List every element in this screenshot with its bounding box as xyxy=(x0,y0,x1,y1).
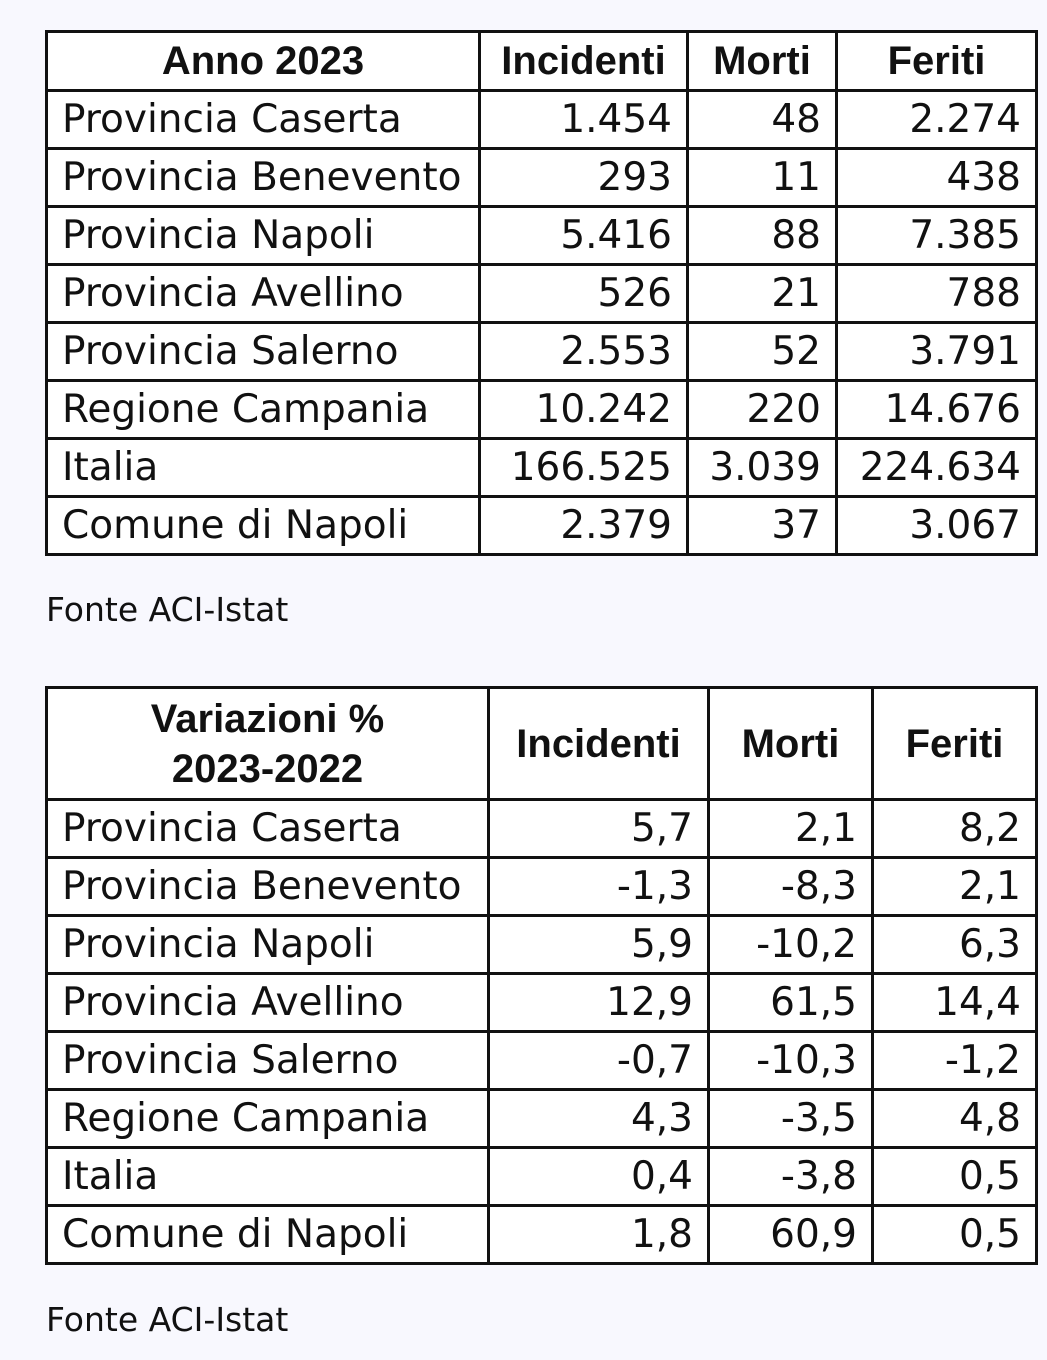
cell-feriti: 3.067 xyxy=(837,497,1037,555)
cell-incidenti: 12,9 xyxy=(489,974,709,1032)
row-label: Provincia Benevento xyxy=(47,149,480,207)
cell-morti: 88 xyxy=(688,207,837,265)
source-note: Fonte ACI-Istat xyxy=(46,1300,289,1339)
row-label: Provincia Avellino xyxy=(47,265,480,323)
table-row xyxy=(47,1032,1037,1090)
row-label: Provincia Caserta xyxy=(47,91,480,149)
table-variation xyxy=(45,686,1038,1265)
row-label: Regione Campania xyxy=(47,1090,489,1148)
cell-feriti: 2,1 xyxy=(873,858,1037,916)
cell-feriti: 0,5 xyxy=(873,1148,1037,1206)
cell-feriti: 3.791 xyxy=(837,323,1037,381)
table-header-row xyxy=(47,688,1037,800)
table-row xyxy=(47,439,1037,497)
cell-incidenti: 1.454 xyxy=(480,91,688,149)
cell-morti: 60,9 xyxy=(709,1206,873,1264)
table-row xyxy=(47,1148,1037,1206)
cell-feriti: 224.634 xyxy=(837,439,1037,497)
row-label: Provincia Napoli xyxy=(47,207,480,265)
header-feriti: Feriti xyxy=(873,688,1037,800)
table-row xyxy=(47,207,1037,265)
cell-feriti: 8,2 xyxy=(873,800,1037,858)
row-label: Provincia Avellino xyxy=(47,974,489,1032)
cell-incidenti: 5,9 xyxy=(489,916,709,974)
cell-feriti: 4,8 xyxy=(873,1090,1037,1148)
cell-morti: 2,1 xyxy=(709,800,873,858)
table-row xyxy=(47,858,1037,916)
cell-incidenti: -1,3 xyxy=(489,858,709,916)
cell-feriti: 14.676 xyxy=(837,381,1037,439)
header-variation-line2: 2023-2022 xyxy=(171,746,364,791)
cell-incidenti: 526 xyxy=(480,265,688,323)
row-label: Provincia Salerno xyxy=(47,1032,489,1090)
header-morti: Morti xyxy=(709,688,873,800)
cell-morti: 37 xyxy=(688,497,837,555)
table-header-row xyxy=(47,32,1037,91)
row-label: Provincia Salerno xyxy=(47,323,480,381)
cell-morti: -10,2 xyxy=(709,916,873,974)
table-row xyxy=(47,1090,1037,1148)
table-row xyxy=(47,91,1037,149)
cell-incidenti: 2.379 xyxy=(480,497,688,555)
cell-morti: -10,3 xyxy=(709,1032,873,1090)
header-morti: Morti xyxy=(688,32,837,91)
cell-incidenti: 5.416 xyxy=(480,207,688,265)
cell-morti: 3.039 xyxy=(688,439,837,497)
cell-feriti: 2.274 xyxy=(837,91,1037,149)
table-row xyxy=(47,323,1037,381)
row-label: Provincia Caserta xyxy=(47,800,489,858)
cell-feriti: 0,5 xyxy=(873,1206,1037,1264)
header-incidenti: Incidenti xyxy=(480,32,688,91)
cell-morti: 11 xyxy=(688,149,837,207)
cell-morti: -3,8 xyxy=(709,1148,873,1206)
header-feriti: Feriti xyxy=(837,32,1037,91)
cell-morti: 220 xyxy=(688,381,837,439)
cell-incidenti: 10.242 xyxy=(480,381,688,439)
row-label: Comune di Napoli xyxy=(47,1206,489,1264)
table-row xyxy=(47,974,1037,1032)
header-variation xyxy=(47,688,489,800)
cell-feriti: -1,2 xyxy=(873,1032,1037,1090)
cell-incidenti: 4,3 xyxy=(489,1090,709,1148)
cell-morti: 48 xyxy=(688,91,837,149)
row-label: Provincia Napoli xyxy=(47,916,489,974)
cell-incidenti: 166.525 xyxy=(480,439,688,497)
table-row xyxy=(47,265,1037,323)
cell-feriti: 14,4 xyxy=(873,974,1037,1032)
cell-incidenti: 5,7 xyxy=(489,800,709,858)
cell-incidenti: -0,7 xyxy=(489,1032,709,1090)
table-row xyxy=(47,800,1037,858)
cell-morti: 21 xyxy=(688,265,837,323)
table-row xyxy=(47,149,1037,207)
cell-incidenti: 1,8 xyxy=(489,1206,709,1264)
cell-morti: 61,5 xyxy=(709,974,873,1032)
table-row xyxy=(47,1206,1037,1264)
cell-incidenti: 2.553 xyxy=(480,323,688,381)
header-incidenti: Incidenti xyxy=(489,688,709,800)
table-row xyxy=(47,916,1037,974)
cell-feriti: 7.385 xyxy=(837,207,1037,265)
table-row xyxy=(47,381,1037,439)
row-label: Italia xyxy=(47,1148,489,1206)
header-year: Anno 2023 xyxy=(47,32,480,91)
cell-morti: 52 xyxy=(688,323,837,381)
cell-feriti: 788 xyxy=(837,265,1037,323)
row-label: Provincia Benevento xyxy=(47,858,489,916)
row-label: Italia xyxy=(47,439,480,497)
row-label: Regione Campania xyxy=(47,381,480,439)
cell-feriti: 438 xyxy=(837,149,1037,207)
cell-feriti: 6,3 xyxy=(873,916,1037,974)
table-row xyxy=(47,497,1037,555)
row-label: Comune di Napoli xyxy=(47,497,480,555)
cell-incidenti: 0,4 xyxy=(489,1148,709,1206)
cell-morti: -8,3 xyxy=(709,858,873,916)
header-variation-line1: Variazioni % xyxy=(150,696,385,741)
table-2023 xyxy=(45,30,1038,556)
cell-incidenti: 293 xyxy=(480,149,688,207)
cell-morti: -3,5 xyxy=(709,1090,873,1148)
source-note: Fonte ACI-Istat xyxy=(46,590,289,629)
